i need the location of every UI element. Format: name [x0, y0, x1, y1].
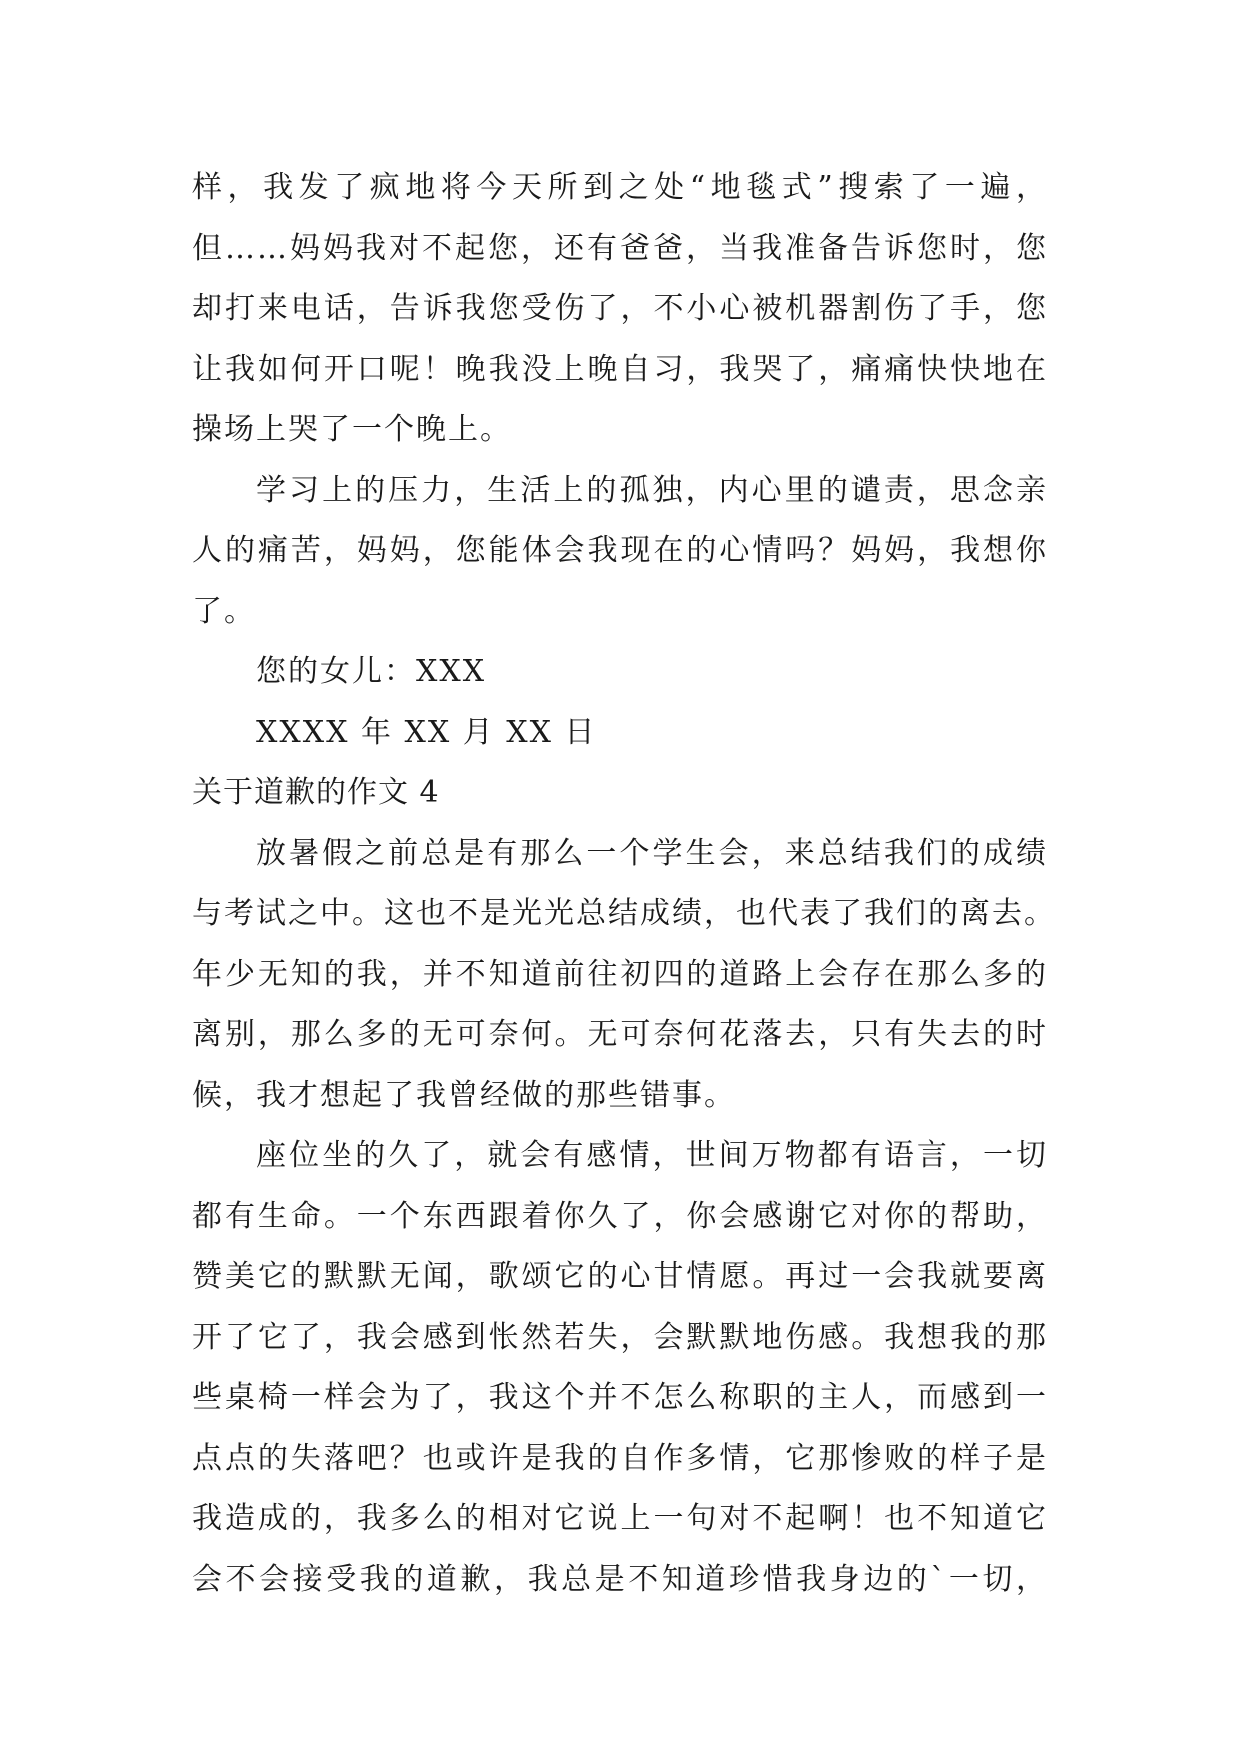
paragraph [192, 703, 1048, 764]
text-line: 开了它了，我会感到怅然若失，会默默地伤感。我想我的那 [192, 1319, 1048, 1355]
paragraph [192, 1126, 1048, 1610]
text-line: 但……妈妈我对不起您，还有爸爸，当我准备告诉您时，您 [192, 230, 1048, 266]
text-line: 却打来电话，告诉我您受伤了，不小心被机器割伤了手，您 [192, 291, 1048, 326]
heading-text: 关于道歉的作文 4 [192, 775, 440, 810]
text-line: 放暑假之前总是有那么一个学生会，来总结我们的成绩 [256, 835, 1048, 871]
text-line: 人的痛苦，妈妈，您能体会我现在的心情吗？妈妈，我想你 [192, 533, 1048, 568]
text-line: 我造成的，我多么的相对它说上一句对不起啊！也不知道它 [192, 1501, 1048, 1536]
text-line: 赞美它的默默无闻，歌颂它的心甘情愿。再过一会我就要离 [192, 1259, 1048, 1294]
text-line: 让我如何开口呢！晚我没上晚自习，我哭了，痛痛快快地在 [192, 351, 1048, 387]
paragraph [192, 642, 1048, 703]
text-line: 学习上的压力，生活上的孤独，内心里的谴责，思念亲 [256, 472, 1048, 508]
text-line: 离别，那么多的无可奈何。无可奈何花落去，只有失去的时 [192, 1017, 1048, 1052]
text-line: XXXX 年 XX 月 XX 日 [256, 714, 597, 750]
section-heading [192, 763, 1048, 824]
text-line: 样，我发了疯地将今天所到之处“地毯式”搜索了一遍， [192, 170, 1048, 205]
text-line: 座位坐的久了，就会有感情，世间万物都有语言，一切 [256, 1138, 1048, 1173]
text-line: 您的女儿：XXX [256, 654, 487, 689]
text-line: 了。 [192, 593, 256, 629]
text-line: 候，我才想起了我曾经做的那些错事。 [192, 1077, 736, 1113]
paragraph-continued [192, 158, 1048, 461]
text-line: 操场上哭了一个晚上。 [192, 412, 512, 447]
text-line: 些桌椅一样会为了，我这个并不怎么称职的主人，而感到一 [192, 1380, 1048, 1415]
paragraph [192, 461, 1048, 643]
paragraph [192, 824, 1056, 1127]
text-line: 都有生命。一个东西跟着你久了，你会感谢它对你的帮助， [192, 1198, 1048, 1234]
text-line: 与考试之中。这也不是光光总结成绩，也代表了我们的离去。 [192, 896, 1056, 931]
text-line: 点点的失落吧？也或许是我的自作多情，它那惨败的样子是 [192, 1440, 1048, 1476]
text-line: 会不会接受我的道歉，我总是不知道珍惜我身边的`一切， [192, 1561, 1048, 1597]
text-line: 年少无知的我，并不知道前往初四的道路上会存在那么多的 [192, 956, 1048, 992]
document-body [192, 158, 1056, 1610]
